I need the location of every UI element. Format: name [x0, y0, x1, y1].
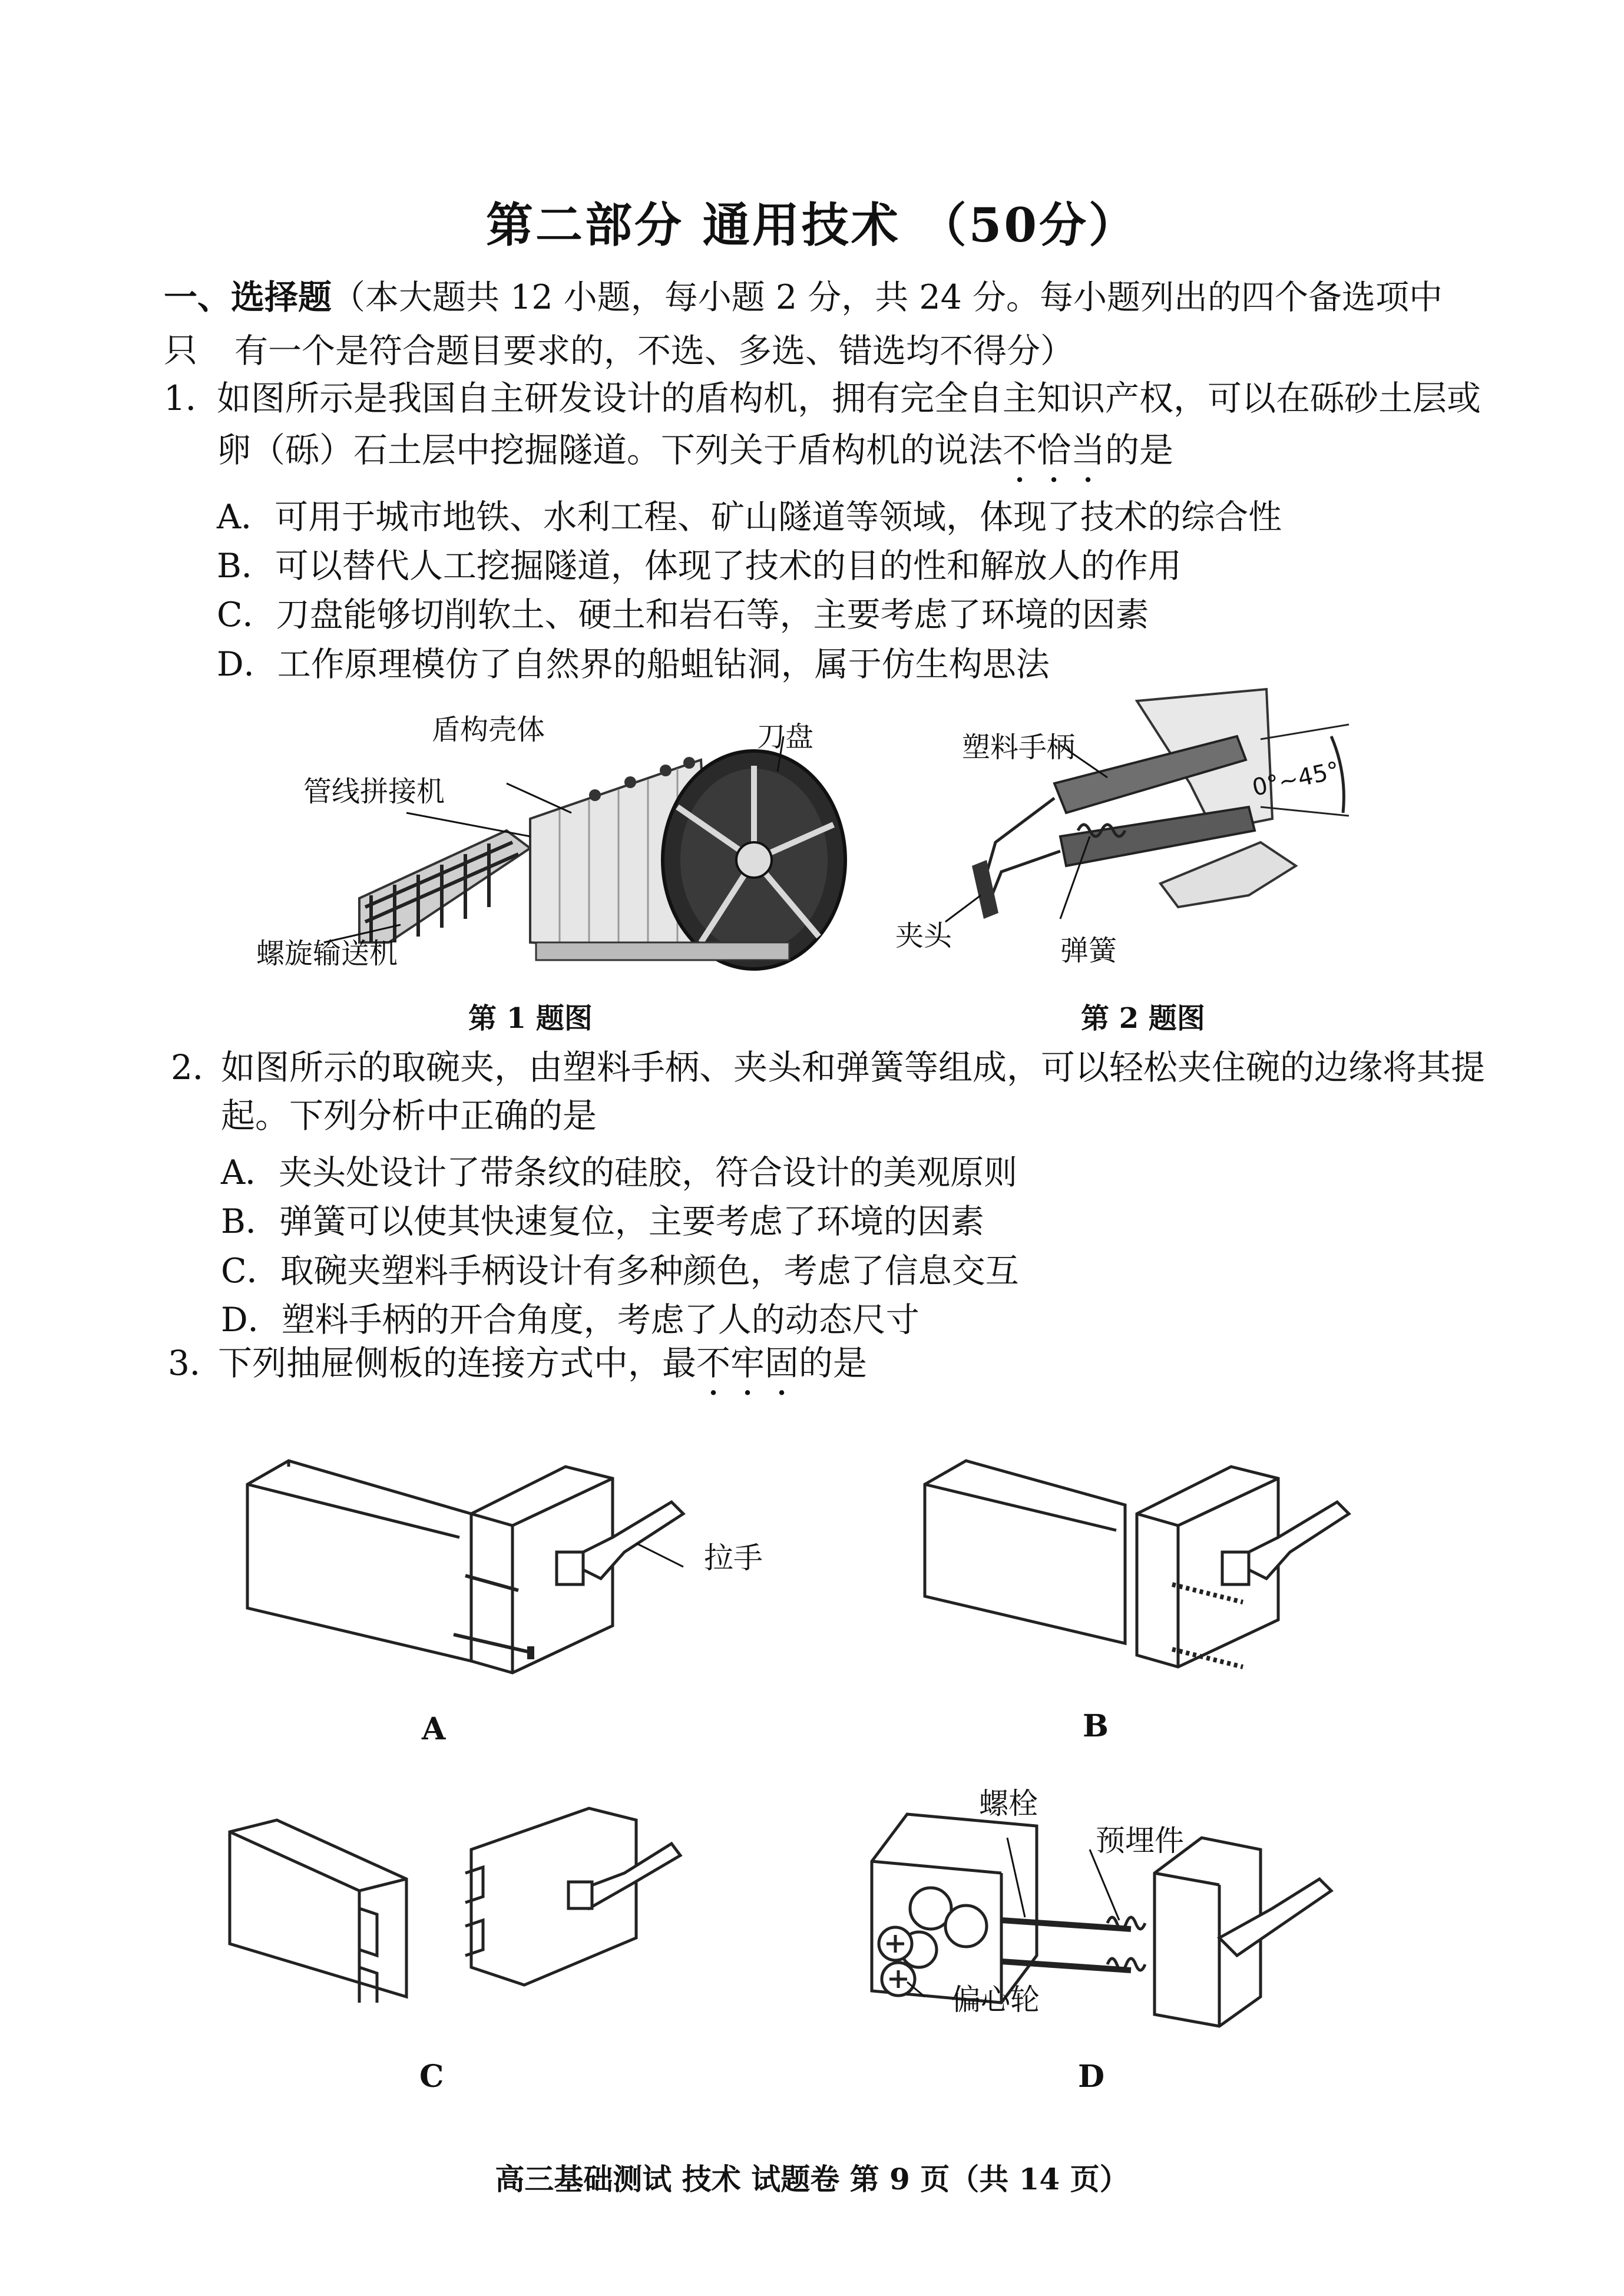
q3-line-post: 的是 — [799, 1343, 868, 1383]
page-title: 第二部分 通用技术 （50分） — [485, 197, 1139, 253]
q3-figure-a — [236, 1449, 707, 1685]
section-label: 一、选择题 — [164, 277, 332, 317]
q2-line2: 起。下列分析中正确的是 — [221, 1096, 597, 1136]
q3-option-b[interactable]: B — [1083, 1708, 1109, 1744]
fig2-bowl-clamp — [884, 689, 1355, 972]
page-footer: 高三基础测试 技术 试题卷 第 9 页（共 14 页） — [495, 2162, 1129, 2196]
q1-line2-pre: 卵（砾）石土层中挖掘隧道。下列关于盾构机的说法 — [217, 430, 1003, 470]
q3-label-cam: 偏心轮 — [951, 1983, 1040, 2017]
q1-option-b[interactable]: B．可以替代人工挖掘隧道，体现了技术的目的性和解放人的作用 — [217, 547, 1182, 585]
q2-option-d[interactable]: D．塑料手柄的开合角度，考虑了人的动态尺寸 — [221, 1301, 920, 1339]
fig2-label-spring: 弹簧 — [1060, 934, 1117, 967]
q1-option-a[interactable]: A．可用于城市地铁、水利工程、矿山隧道等领域，体现了技术的综合性 — [217, 498, 1282, 537]
q3-line-pre: 下列抽屉侧板的连接方式中，最 — [218, 1343, 697, 1383]
q3-option-d[interactable]: D — [1078, 2059, 1105, 2095]
q3-figure-c — [224, 1808, 695, 2032]
section-instruction-1: （本大题共 12 小题，每小题 2 分，共 24 分。每小题列出的四个备选项中只 — [164, 278, 1443, 370]
q1-line2 — [217, 424, 1173, 490]
section-instruction-2: 有一个是符合题目要求的，不选、多选、错选均不得分） — [234, 332, 1074, 370]
fig1-label-screw: 螺旋输送机 — [256, 937, 398, 970]
q1-number: 1． — [164, 378, 220, 418]
q1-emphasis: 不恰当 — [1003, 430, 1106, 470]
q1-line1: 如图所示是我国自主研发设计的盾构机，拥有完全自主知识产权，可以在砾砂土层或 — [217, 378, 1481, 418]
q3-label-embedded: 预埋件 — [1096, 1824, 1184, 1858]
q3-figure-b — [913, 1449, 1384, 1685]
fig1-caption: 第 1 题图 — [468, 1002, 593, 1035]
q2-option-a[interactable]: A．夹头处设计了带条纹的硅胶，符合设计的美观原则 — [221, 1153, 1018, 1192]
q2-number: 2． — [171, 1047, 227, 1087]
fig2-label-angle: 0°~45° — [1249, 756, 1342, 802]
q3-option-a[interactable]: A — [422, 1711, 446, 1747]
q3-emphasis: 不牢固 — [696, 1343, 799, 1383]
q2-line1: 如图所示的取碗夹，由塑料手柄、夹头和弹簧等组成，可以轻松夹住碗的边缘将其提 — [221, 1047, 1486, 1087]
fig2-caption: 第 2 题图 — [1081, 1002, 1205, 1035]
fig1-label-pipe: 管线拼接机 — [303, 775, 445, 808]
q3-label-bolt: 螺栓 — [979, 1786, 1038, 1821]
q3-label-handle: 拉手 — [704, 1541, 763, 1575]
q1-option-c[interactable]: C．刀盘能够切削软土、硬土和岩石等，主要考虑了环境的因素 — [217, 595, 1149, 634]
q1-option-d[interactable]: D．工作原理模仿了自然界的船蛆钻洞，属于仿生构思法 — [217, 645, 1050, 684]
q3-number: 3． — [168, 1343, 224, 1383]
fig2-label-clamp: 夹头 — [895, 919, 952, 952]
q3-line — [218, 1337, 867, 1403]
fig2-label-handle: 塑料手柄 — [962, 731, 1076, 764]
q1-line2-post: 的是 — [1105, 430, 1174, 470]
fig1-label-cutter: 刀盘 — [757, 720, 814, 753]
q2-option-c[interactable]: C．取碗夹塑料手柄设计有多种颜色，考虑了信息交互 — [221, 1252, 1019, 1291]
q3-option-c[interactable]: C — [419, 2059, 444, 2095]
q2-option-b[interactable]: B．弹簧可以使其快速复位，主要考虑了环境的因素 — [221, 1202, 984, 1241]
fig1-label-shell: 盾构壳体 — [432, 713, 545, 746]
